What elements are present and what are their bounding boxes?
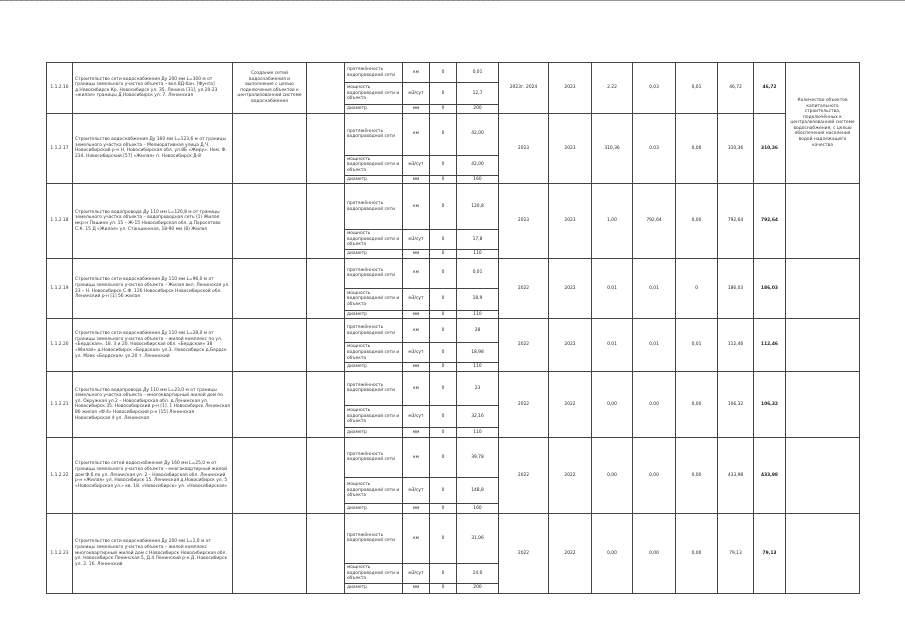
- indicator-before: 0: [430, 310, 457, 319]
- indicator-name: мощность водопроводной сети и объекта: [345, 288, 403, 310]
- period-value: 79,13: [718, 513, 754, 593]
- period-value: 2023: [549, 113, 592, 184]
- period-value: 0,00: [676, 184, 718, 259]
- spacer-cell: [307, 513, 345, 593]
- indicator-name: диаметр: [345, 105, 403, 114]
- spacer-cell: [307, 319, 345, 372]
- indicator-name: мощность водопроводной сети и объекта: [345, 405, 403, 427]
- period-value: 0,01: [592, 319, 633, 372]
- table-row: [47, 437, 860, 477]
- period-value: 186,03: [718, 258, 754, 319]
- indicator-name: протяжённость водопроводной сети: [345, 437, 403, 477]
- indicator-after: 14,0: [457, 563, 499, 583]
- indicator-after: 32,16: [457, 405, 499, 427]
- indicator-name: мощность водопроводной сети и объекта: [345, 83, 403, 105]
- period-value: 112,46: [718, 319, 754, 372]
- period-value: 2022: [549, 437, 592, 513]
- period-value: 0,00: [676, 437, 718, 513]
- indicator-unit: мм: [403, 363, 430, 372]
- indicator-after: 28: [457, 319, 499, 343]
- indicator-after: 120,8: [457, 184, 499, 230]
- indicator-name: протяжённость водопроводной сети: [345, 319, 403, 343]
- period-value: 433,98: [718, 437, 754, 513]
- indicator-after: 160: [457, 503, 499, 513]
- period-value: 0,06: [676, 113, 718, 184]
- indicator-before: 0: [430, 513, 457, 563]
- indicator-before: 0: [430, 503, 457, 513]
- period-value: 0,00: [676, 513, 718, 593]
- total-value: 112,46: [754, 319, 786, 372]
- total-value: 79,13: [754, 513, 786, 593]
- project-description: Строительство сети водоснабжения Ду 200 мм L=1,0 м от границы земельного участка объекта – жилой комплекс многоквартирный жилой дом с Новосибирск Новосибирская обл. ул. Новосибирск Ленинская 5, Д.4 Ленинский р-н Д. Новосибирск ул. 2. 16. Ленинский: [73, 513, 233, 593]
- indicator-unit: м3/сут: [403, 288, 430, 310]
- indicator-before: 0: [430, 230, 457, 250]
- period-value: 0,00: [633, 371, 676, 437]
- result-cell: [786, 319, 860, 372]
- indicator-unit: км: [403, 63, 430, 83]
- total-value: 433,98: [754, 437, 786, 513]
- indicator-name: протяжённость водопроводной сети: [345, 63, 403, 83]
- indicator-name: протяжённость водопроводной сети: [345, 258, 403, 288]
- page-top-edge: [0, 0, 905, 5]
- period-value: 2022: [499, 319, 549, 372]
- period-value: 0,00: [592, 371, 633, 437]
- indicator-before: 0: [430, 258, 457, 288]
- indicator-before: 0: [430, 427, 457, 437]
- indicator-unit: км: [403, 184, 430, 230]
- period-value: 2022: [549, 319, 592, 372]
- period-value: 2022: [499, 513, 549, 593]
- spacer-cell: [307, 184, 345, 259]
- period-value: 106,32: [718, 371, 754, 437]
- indicator-unit: м3/сут: [403, 343, 430, 363]
- indicator-after: 160: [457, 175, 499, 184]
- project-description: Строительство сети водоснабжения Ду 110 мм L=96,0 м от границы земельного участка объекта – Жилая вкл. Ленинская ул. 23 – Н. Новосибирск С.Ф. 126 Новосибирск Новосибирской обл. Ленинский р-н [1] 56 жилая: [73, 258, 233, 319]
- indicator-before: 0: [430, 63, 457, 83]
- indicator-unit: м3/сут: [403, 155, 430, 175]
- project-code: 1.1.2.17: [47, 113, 73, 184]
- indicator-before: 0: [430, 363, 457, 372]
- project-code: 1.1.2.16: [47, 63, 73, 114]
- indicator-before: 0: [430, 371, 457, 405]
- indicator-before: 0: [430, 343, 457, 363]
- table-row: [47, 184, 860, 230]
- indicator-after: 39,78: [457, 437, 499, 477]
- indicator-unit: мм: [403, 250, 430, 259]
- period-value: 0,03: [633, 63, 676, 114]
- period-value: 0,01: [633, 258, 676, 319]
- total-value: 186,03: [754, 258, 786, 319]
- project-code: 1.1.2.20: [47, 319, 73, 372]
- total-value: 310,36: [754, 113, 786, 184]
- indicator-before: 0: [430, 477, 457, 503]
- spacer-cell: [307, 113, 345, 184]
- indicator-name: диаметр: [345, 250, 403, 259]
- indicator-after: 110: [457, 310, 499, 319]
- indicator-name: мощность водопроводной сети и объекта: [345, 563, 403, 583]
- spacer-cell: [233, 184, 307, 259]
- indicator-after: 31,06: [457, 513, 499, 563]
- indicator-after: 110: [457, 363, 499, 372]
- indicator-before: 0: [430, 250, 457, 259]
- indicator-after: 110: [457, 427, 499, 437]
- spacer-cell: [233, 513, 307, 593]
- period-value: 2022: [499, 371, 549, 437]
- indicator-before: 0: [430, 405, 457, 427]
- indicator-before: 0: [430, 184, 457, 230]
- period-value: 2.22: [592, 63, 633, 114]
- period-value: 792,64: [718, 184, 754, 259]
- result-cell: [786, 513, 860, 593]
- indicator-name: диаметр: [345, 310, 403, 319]
- indicator-name: диаметр: [345, 503, 403, 513]
- period-value: 310,36: [592, 113, 633, 184]
- indicator-before: 0: [430, 437, 457, 477]
- result-cell: [786, 437, 860, 513]
- project-code: 1.1.2.19: [47, 258, 73, 319]
- indicator-name: протяжённость водопроводной сети: [345, 113, 403, 155]
- spacer-cell: [233, 258, 307, 319]
- indicator-name: диаметр: [345, 427, 403, 437]
- indicator-after: 148,8: [457, 477, 499, 503]
- indicator-after: 12,7: [457, 83, 499, 105]
- project-description: Строительство водопровода Ду 110 мм L=120,8 м от границы земельного участка объекта – водопроводная сеть (1) Жилая мкр-н Пашино ул. 15 – Ж-15 Новосибирская обл. д.Поросятово С.К. 15 Д «Жилая» ул. Станционная, 18-90 мм (8) Жилая: [73, 184, 233, 259]
- project-description: Строительство водопровода Ду 110 мм L=23,0 м от границы земельного участка объекта – многоквартирный жилой дом по ул. Окружная ул.2 – Новосибирская обл. д.Ленинская ул. Новосибирск 35. Новосибирский р-н [1]. 1 Новосибирск Ленинская 86 жилая «Ф.4» Новосибирский р-н [15] Ленинская Новосибирская 4 ул. Ленинская: [73, 371, 233, 437]
- project-description: Строительство водоснабжения Ду 160 мм L=123,6 м от границы земельного участка объекта – Мелиоративная улица Д.Ч. Новосибирский р-н Н. Новосибирская обл. ул.8Б «Жиру». Ном. Ф. 234. Новосибирский [57] «Жилая» п. Новосибирск Д-8: [73, 113, 233, 184]
- project-code: 1.1.2.23: [47, 513, 73, 593]
- indicator-unit: км: [403, 258, 430, 288]
- period-value: 2023: [499, 113, 549, 184]
- investment-program-table: [46, 62, 860, 594]
- period-value: 2022: [549, 258, 592, 319]
- project-code: 1.1.2.18: [47, 184, 73, 259]
- period-value: 792,64: [633, 184, 676, 259]
- indicator-name: диаметр: [345, 175, 403, 184]
- period-value: 0,01: [633, 319, 676, 372]
- project-description: Строительство сети водоснабжения Ду 110 мм L=28,0 м от границы земельного участка объекта – жилой комплекс по ул. «Бердская», 18. 3 и 20. Новосибирская обл. «Бердская» 38 «Жилая» д.Новосибирск «Бердская» ул.3. Новосибирск д.Бердск ул. Маяк «Бердская» ул.20 т. Ленинский: [73, 319, 233, 372]
- total-value: 792,64: [754, 184, 786, 259]
- page-top-dash: [0, 0, 500, 1]
- period-value: 0,00: [676, 371, 718, 437]
- indicator-unit: м3/сут: [403, 83, 430, 105]
- indicator-unit: м3/сут: [403, 563, 430, 583]
- period-value: 46,72: [718, 63, 754, 114]
- project-description: Строительство сетей водоснабжения Ду 160 мм L=25,0 м от границы земельного участка объекта – многоквартирный жилой дом Ф.6 по ул. Ленинская ул. 2 – Новосибирская обл. Ленинский р-н «Жилая» ул. Новосибирск 15. Ленинская д.Новосибирск ул. 5 «Новосибирская ул.» кв. 18. «Новосибирск» ул. «Новосибирская»: [73, 437, 233, 513]
- indicator-name: протяжённость водопроводной сети: [345, 513, 403, 563]
- table-row: [47, 113, 860, 155]
- indicator-unit: км: [403, 513, 430, 563]
- indicator-after: 18,98: [457, 343, 499, 363]
- period-value: 2022: [499, 258, 549, 319]
- spacer-cell: [307, 437, 345, 513]
- indicator-before: 0: [430, 113, 457, 155]
- indicator-unit: мм: [403, 503, 430, 513]
- result-cell: Количество объектов капитального строительства, подключённых к централизованной системе водоснабжения, с целью обеспечения населения водой надлежащего качества: [786, 63, 860, 184]
- indicator-unit: мм: [403, 583, 430, 593]
- table-row: [47, 371, 860, 405]
- indicator-before: 0: [430, 155, 457, 175]
- indicator-before: 0: [430, 83, 457, 105]
- indicator-unit: мм: [403, 175, 430, 184]
- project-code: 1.1.2.21: [47, 371, 73, 437]
- indicator-before: 0: [430, 105, 457, 114]
- spacer-cell: [307, 63, 345, 114]
- period-value: 0,01: [592, 258, 633, 319]
- indicator-before: 0: [430, 563, 457, 583]
- indicator-name: мощность водопроводной сети и объекта: [345, 477, 403, 503]
- period-value: 2023: [549, 63, 592, 114]
- indicator-after: 42,00: [457, 155, 499, 175]
- indicator-unit: м3/сут: [403, 405, 430, 427]
- indicator-unit: мм: [403, 310, 430, 319]
- indicator-after: 18,9: [457, 288, 499, 310]
- period-value: 0,01: [676, 63, 718, 114]
- indicator-after: 110: [457, 250, 499, 259]
- indicator-unit: км: [403, 371, 430, 405]
- period-value: 0,00: [592, 513, 633, 593]
- indicator-before: 0: [430, 583, 457, 593]
- indicator-name: протяжённость водопроводной сети: [345, 184, 403, 230]
- goal-cell: Создание сетей водоснабжения и выполнение с целью подключения объектов к централизованной системе водоснабжения: [233, 63, 307, 114]
- period-value: 2022: [549, 513, 592, 593]
- table-body: [47, 63, 860, 594]
- table-row: [47, 319, 860, 343]
- result-cell: [786, 371, 860, 437]
- project-description: Строительство сети водоснабжения Ду 200 мм L=300 м от границы земельного участка объекта – вкл.8Д-бан. [Фунта] д.Новосибирск Кр. Новосибирск ул. 35. Ленина [31], ул.20-23 «жилая» границы Д.Новосибирск ул. 7. Ленинская: [73, 63, 233, 114]
- spacer-cell: [233, 371, 307, 437]
- project-code: 1.1.2.22: [47, 437, 73, 513]
- period-value: 1,00: [592, 184, 633, 259]
- period-value: 2023: [549, 184, 592, 259]
- spacer-cell: [307, 371, 345, 437]
- indicator-after: 23: [457, 371, 499, 405]
- indicator-unit: км: [403, 113, 430, 155]
- indicator-after: 0,01: [457, 258, 499, 288]
- indicator-after: 0,01: [457, 63, 499, 83]
- period-value: 2022: [499, 437, 549, 513]
- period-value: 0,03: [633, 113, 676, 184]
- spacer-cell: [233, 437, 307, 513]
- indicator-unit: км: [403, 319, 430, 343]
- indicator-unit: м3/сут: [403, 230, 430, 250]
- indicator-name: мощность водопроводной сети и объекта: [345, 343, 403, 363]
- period-value: 0,00: [633, 513, 676, 593]
- result-cell: [786, 184, 860, 259]
- indicator-after: 200: [457, 105, 499, 114]
- indicator-name: протяжённость водопроводной сети: [345, 371, 403, 405]
- indicator-unit: км: [403, 437, 430, 477]
- period-value: 0,00: [592, 437, 633, 513]
- total-value: 46,72: [754, 63, 786, 114]
- indicator-before: 0: [430, 288, 457, 310]
- indicator-name: диаметр: [345, 363, 403, 372]
- table-row: [47, 513, 860, 563]
- table-row: [47, 63, 860, 83]
- indicator-name: мощность водопроводной сети и объекта: [345, 155, 403, 175]
- spacer-cell: [233, 113, 307, 184]
- result-cell: [786, 258, 860, 319]
- period-value: 2022: [549, 371, 592, 437]
- indicator-unit: мм: [403, 105, 430, 114]
- period-value: 2023г. 2024: [499, 63, 549, 114]
- indicator-before: 0: [430, 319, 457, 343]
- indicator-unit: мм: [403, 427, 430, 437]
- indicator-after: 42,00: [457, 113, 499, 155]
- period-value: 0: [676, 258, 718, 319]
- period-value: 310,36: [718, 113, 754, 184]
- indicator-unit: м3/сут: [403, 477, 430, 503]
- total-value: 106,32: [754, 371, 786, 437]
- period-value: 2023: [499, 184, 549, 259]
- period-value: 0,01: [676, 319, 718, 372]
- spacer-cell: [307, 258, 345, 319]
- indicator-before: 0: [430, 175, 457, 184]
- indicator-name: мощность водопроводной сети и объекта: [345, 230, 403, 250]
- indicator-after: 200: [457, 583, 499, 593]
- indicator-name: диаметр: [345, 583, 403, 593]
- spacer-cell: [233, 319, 307, 372]
- indicator-after: 17,8: [457, 230, 499, 250]
- period-value: 0,00: [633, 437, 676, 513]
- table-row: [47, 258, 860, 288]
